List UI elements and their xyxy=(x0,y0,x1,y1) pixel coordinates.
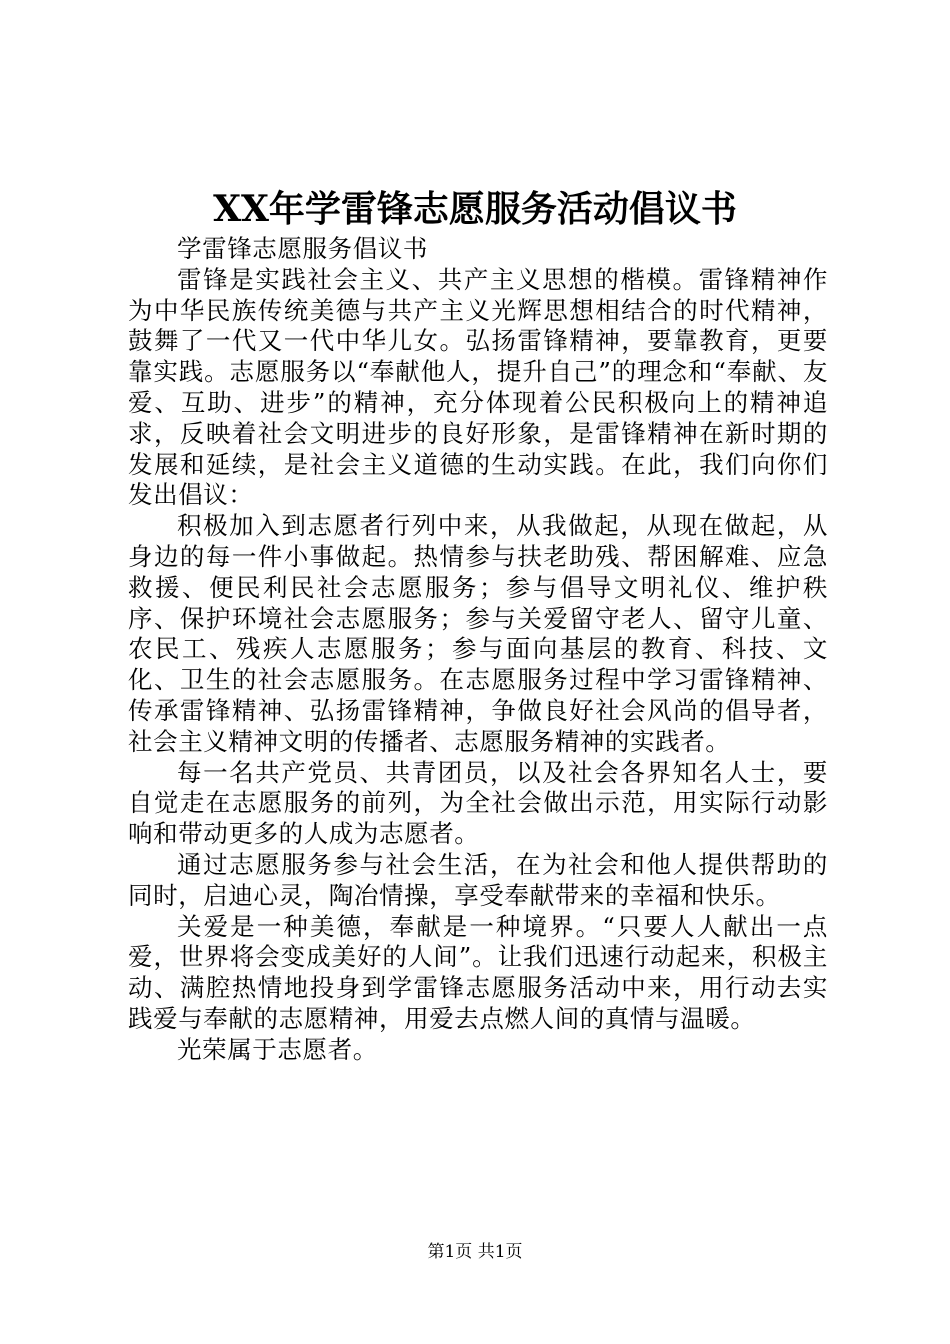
paragraph-call-to-action: 关爱是一种美德，奉献是一种境界。“只要人人献出一点爱，世界将会变成美好的人间”。让我们迅速行动起来，积极主动、满腔热情地投身到学雷锋志愿服务活动中来，用行动去实践爱与奉献的志愿精神，用爱去点燃人间的真情与温暖。 xyxy=(128,911,828,1033)
paragraph-subtitle: 学雷锋志愿服务倡议书 xyxy=(177,234,428,263)
page-number-footer: 第1页 共1页 xyxy=(427,1242,523,1262)
document-title: XX年学雷锋志愿服务活动倡议书 xyxy=(213,188,737,230)
paragraph-join: 积极加入到志愿者行列中来，从我做起，从现在做起，从身边的每一件小事做起。热情参与扶老助残、帮困解难、应急救援、便民利民社会志愿服务；参与倡导文明礼仪、维护秩序、保护环境社会志愿服务；参与关爱留守老人、留守儿童、农民工、残疾人志愿服务；参与面向基层的教育、科技、文化、卫生的社会志愿服务。在志愿服务过程中学习雷锋精神、传承雷锋精神、弘扬雷锋精神，争做良好社会风尚的倡导者，社会主义精神文明的传播者、志愿服务精神的实践者。 xyxy=(128,511,828,756)
paragraph-closing: 光荣属于志愿者。 xyxy=(177,1034,378,1064)
document-body xyxy=(128,234,828,1066)
paragraph-party-members: 每一名共产党员、共青团员，以及社会各界知名人士，要自觉走在志愿服务的前列，为全社会做出示范，用实际行动影响和带动更多的人成为志愿者。 xyxy=(128,757,828,849)
paragraph-intro: 雷锋是实践社会主义、共产主义思想的楷模。雷锋精神作为中华民族传统美德与共产主义光辉思想相结合的时代精神，鼓舞了一代又一代中华儿女。弘扬雷锋精神，要靠教育，更要靠实践。志愿服务以“奉献他人，提升自己”的理念和“奉献、友爱、互助、进步”的精神，充分体现着公民积极向上的精神追求，反映着社会文明进步的良好形象，是雷锋精神在新时期的发展和延续，是社会主义道德的生动实践。在此，我们向你们发出倡议： xyxy=(128,264,828,510)
paragraph-social-life: 通过志愿服务参与社会生活，在为社会和他人提供帮助的同时，启迪心灵，陶冶情操，享受奉献带来的幸福和快乐。 xyxy=(128,849,828,910)
